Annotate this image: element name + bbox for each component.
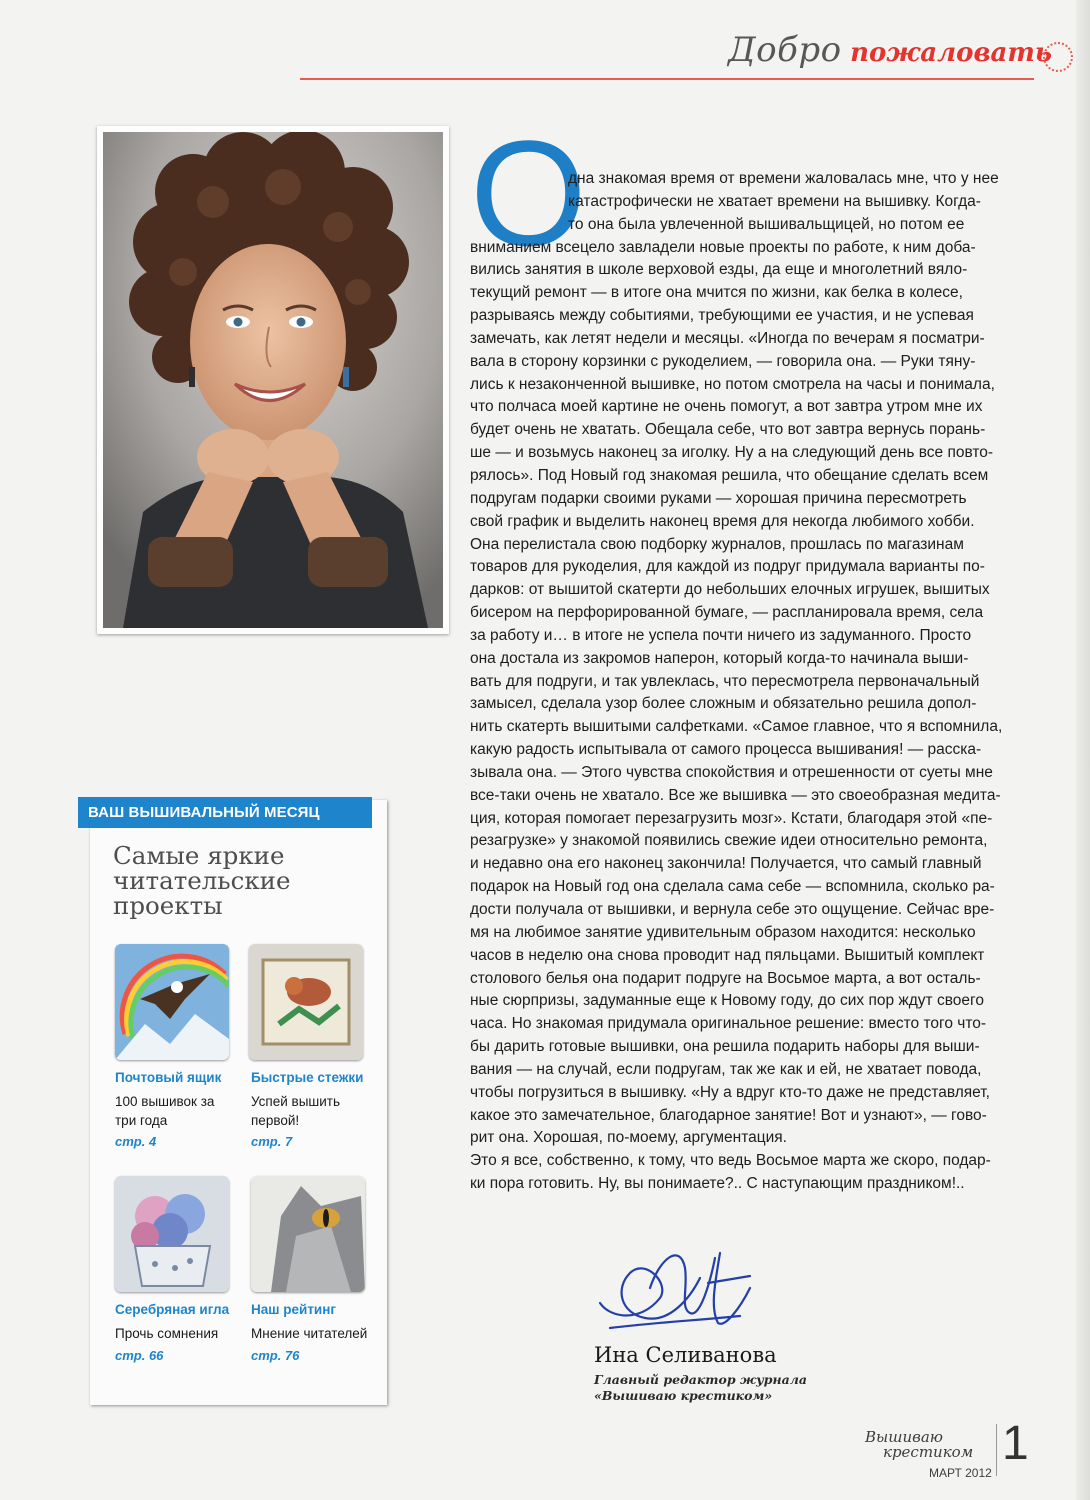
footer-divider <box>996 1424 997 1476</box>
article-line: вились занятия в школе верховой езды, да еще и многолетний вяло- <box>470 261 968 279</box>
article-line: ные сюрпризы, задуманные еще к Новому году, до сих пор ждут своего <box>470 992 984 1010</box>
flowers-embroidery-thumbnail <box>115 1176 229 1292</box>
article-line: рит она. Хорошая, по-моему, аргументация. <box>470 1129 787 1147</box>
article-line: что полчаса моей картине не очень помогут, а вот завтра утром мне их <box>470 398 983 416</box>
header-title-word1: Добро <box>728 30 842 70</box>
cat-embroidery-thumbnail <box>251 1176 365 1292</box>
article-line: дна знакомая время от времени жаловалась мне, что у нее <box>568 170 999 187</box>
logo-line: Вышиваю <box>865 1428 943 1446</box>
article-line: бисером на перфорированной бумаге, — распланировала время, села <box>470 604 984 622</box>
editor-photo <box>97 126 449 634</box>
article-line: замысел, сделала узор более сложным и обязательно решила допол- <box>470 695 977 713</box>
article-line: часа. Но знакомая придумала оригинальное решение: вместо того что- <box>470 1015 987 1033</box>
author-role <box>594 1372 807 1404</box>
item-page-link[interactable]: стр. 4 <box>115 1134 157 1149</box>
article-line: и недавно она его наконец закончила! Получается, что самый главный <box>470 855 982 873</box>
article-line: все-таки очень не хватало. Все же вышивка — это своеобразная медита- <box>470 786 1001 804</box>
article-line: какую радость испытывала от самого процесса вышивания! — расска- <box>470 741 982 759</box>
article-line: катастрофически не хватает времени на вышивку. Когда- <box>568 192 981 210</box>
article-line: столового белья она подарит подруге на Восьмое марта, а вот осталь- <box>470 969 981 987</box>
article-line: какое это замечательное, благодарное занятие! Вот и узнают», — гово- <box>470 1106 987 1124</box>
article-line: мя на любимое занятие удивительным образом находится: несколько <box>470 923 976 941</box>
article-line: ки пора готовить. Ну, вы понимаете?.. С наступающим праздником!.. <box>470 1175 965 1193</box>
page-number: 1 <box>1002 1417 1029 1470</box>
page-edge <box>1076 0 1090 1500</box>
item-desc-line: Мнение читателей <box>251 1326 368 1341</box>
article-line: чтобы погрузиться в вышивку. «Ну а вдруг кто-то даже не представляет, <box>470 1083 990 1101</box>
title-line: читательские <box>113 866 291 895</box>
header-title-word2: пожаловать <box>850 38 1053 68</box>
article-line: дарков: от вышитой скатерти до небольших елочных игрушек, вышитых <box>470 581 990 599</box>
item-desc <box>251 1092 340 1130</box>
article-line: она достала из закромов наперон, который когда-то начинала выши- <box>470 649 969 667</box>
item-page-link[interactable]: стр. 66 <box>115 1348 164 1363</box>
drop-cap: О <box>470 109 587 277</box>
item-page-link[interactable]: стр. 7 <box>251 1134 293 1149</box>
article-line: Она перелистала свою подборку журналов, прошлась по магазинам <box>470 535 964 553</box>
article-line: бы дарить готовые вышивки, она решила подарить наборы для выши- <box>470 1038 980 1056</box>
article-line: нить скатерть вышитыми салфетками. «Самое главное, что я вспомнила, <box>470 718 1003 736</box>
magazine-logo <box>865 1430 973 1460</box>
item-desc-line: 100 вышивок за <box>115 1094 215 1109</box>
article-line: вниманием всецело завладели новые проекты по работе, к ним доба- <box>470 238 976 256</box>
article-line: резагрузке» у знакомой появились свежие идеи относительно ремонта, <box>470 832 988 850</box>
signature <box>590 1228 760 1338</box>
section-header <box>728 30 1052 70</box>
article-line: ше — и возьмусь наконец за иголку. Ну а на следующий день все повто- <box>470 444 994 462</box>
bird-embroidery-thumbnail <box>249 944 363 1060</box>
author-role-line: Главный редактор журнала <box>594 1372 807 1387</box>
item-desc-line: Успей вышить <box>251 1094 340 1109</box>
item-desc <box>115 1324 218 1343</box>
article-line: дости получала от вышивки, и вернула себе это ощущение. Сейчас вре- <box>470 901 995 918</box>
article-line: подругам подарки своими руками — хорошая причина пересмотреть <box>470 489 967 507</box>
author-role-line: «Вышиваю крестиком» <box>594 1388 773 1403</box>
article-line: разрываясь между событиями, требующими ее участия, и не успевая <box>470 307 974 325</box>
article-line: вать для подруги, и так увлеклась, что пересмотрела первоначальный <box>470 672 980 690</box>
item-desc-line: первой! <box>251 1113 300 1128</box>
portrait-illustration <box>103 132 443 628</box>
title-line: проекты <box>113 891 223 920</box>
article-line: товаров для рукоделия, для каждой из подруг придумала варианты по- <box>470 558 985 576</box>
header-rule <box>300 78 1034 80</box>
article-line: текущий ремонт — в итоге она мчится по жизни, как белка в колесе, <box>470 284 963 302</box>
article-line: подарок на Новый год она сделала сама себе — вспомнила, сколько ра- <box>470 878 995 896</box>
article-line: вала в сторону корзинки с рукоделием, — говорила она. — Руки тяну- <box>470 352 976 370</box>
article-line: за работу и… в итоге не успела почти ничего из задуманного. Просто <box>470 626 972 644</box>
item-desc-line: Прочь сомнения <box>115 1326 219 1341</box>
article-line: Это я все, собственно, к тому, что ведь Восьмое марта же скоро, подар- <box>470 1152 991 1170</box>
article-line: будет очень не хватать. Обещала себе, что вот завтра вернусь порань- <box>470 421 986 439</box>
article-line: вания — на случай, если подругам, так же как и ей, не хватает повода, <box>470 1060 982 1078</box>
eagle-embroidery-thumbnail <box>115 944 229 1060</box>
author-name: Ина Селиванова <box>594 1343 777 1367</box>
article-line: лись к незаконченной вышивке, но потом смотрела на часы и понимала, <box>470 375 995 393</box>
article-line: замечать, как летят недели и месяцы. «Иногда по вечерам я посматри- <box>470 329 985 347</box>
monthly-projects-tab: ВАШ ВЫШИВАЛЬНЫЙ МЕСЯЦ <box>78 797 372 828</box>
item-page-link[interactable]: стр. 76 <box>251 1348 300 1363</box>
item-desc <box>115 1092 214 1130</box>
article-line: зывала она. — Этого чувства спокойствия и отрешенности от суеты мне <box>470 763 993 781</box>
title-line: Самые яркие <box>113 841 285 870</box>
article-line: то она была увлеченной вышивальщицей, но потом ее <box>568 215 965 233</box>
article-line: рялось». Под Новый год знакомая решила, что обещание сделать всем <box>470 466 989 484</box>
article-body <box>470 168 1045 1196</box>
article-line: ция, которая помогает перезагрузить мозг». Кстати, благодаря этой «пе- <box>470 809 993 827</box>
issue-date: МАРТ 2012 <box>929 1466 992 1480</box>
item-title-our-rating[interactable]: Наш рейтинг <box>251 1302 337 1317</box>
monthly-projects-title <box>113 843 291 918</box>
item-desc <box>251 1324 367 1343</box>
item-title-quick-stitches[interactable]: Быстрые стежки <box>251 1070 364 1085</box>
dotted-circle-ornament-icon <box>1043 42 1073 72</box>
logo-line: крестиком <box>883 1443 974 1461</box>
item-title-silver-needle[interactable]: Серебряная игла <box>115 1302 230 1317</box>
article-line: свой график и выделить наконец время для некогда любимого хобби. <box>470 512 975 530</box>
item-title-mailbox[interactable]: Почтовый ящик <box>115 1070 222 1085</box>
article-line: часов в неделю она снова проводит над пяльцами. Вышитый комплект <box>470 946 985 964</box>
item-desc-line: три года <box>115 1113 168 1128</box>
